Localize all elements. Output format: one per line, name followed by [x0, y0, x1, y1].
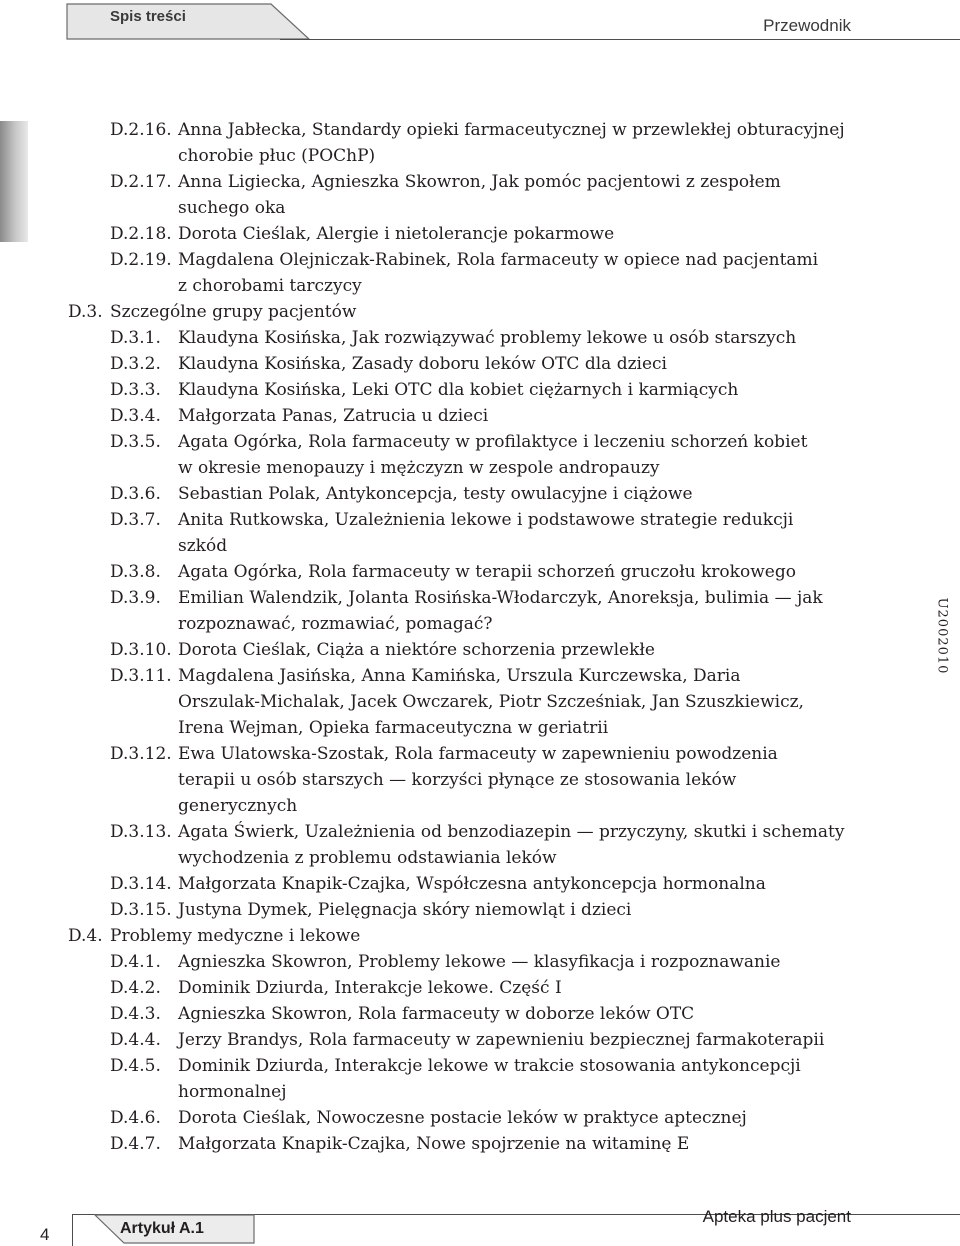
article-tab-label: Artykuł A.1 — [120, 1220, 204, 1237]
toc-line — [0, 221, 900, 247]
toc-line — [0, 845, 900, 871]
toc-entry-title: generycznych — [178, 796, 298, 816]
toc-entry — [0, 299, 900, 325]
toc-line — [0, 507, 900, 533]
toc-entry-title: Anna Ligiecka, Agnieszka Skowron, Jak pomóc pacjentowi z zespołem — [178, 172, 781, 192]
toc-line — [0, 117, 900, 143]
toc-entry-number: D.3.12. — [110, 744, 172, 764]
toc-entry-number: D.4.4. — [110, 1030, 161, 1050]
toc-line — [0, 559, 900, 585]
toc-entry-title: Szczególne grupy pacjentów — [110, 302, 357, 322]
toc-entry-number: D.2.16. — [110, 120, 172, 140]
toc-entry-title: Agata Ogórka, Rola farmaceuty w profilaktyce i leczeniu schorzeń kobiet — [178, 432, 808, 452]
toc-line — [0, 637, 900, 663]
page-number: 4 — [40, 1225, 50, 1244]
toc-entry — [0, 637, 900, 663]
toc-entry-number: D.3.2. — [110, 354, 161, 374]
toc-line — [0, 949, 900, 975]
toc-entry-title: Emilian Walendzik, Jolanta Rosińska-Włodarczyk, Anoreksja, bulimia — jak — [178, 588, 823, 608]
toc-entry — [0, 481, 900, 507]
toc-entry-number: D.4.5. — [110, 1056, 161, 1076]
header-section-title: Przewodnik — [763, 16, 851, 35]
toc-entry — [0, 923, 900, 949]
toc-entry-number: D.3.10. — [110, 640, 172, 660]
section-tab — [66, 3, 316, 40]
toc-entry — [0, 559, 900, 585]
toc-entry-title: Klaudyna Kosińska, Jak rozwiązywać problemy lekowe u osób starszych — [178, 328, 797, 348]
toc-entry-title: Dominik Dziurda, Interakcje lekowe w trakcie stosowania antykoncepcji — [178, 1056, 801, 1076]
toc-line — [0, 377, 900, 403]
toc-entry-number: D.2.19. — [110, 250, 172, 270]
toc-entry — [0, 1027, 900, 1053]
toc-entry-number: D.3.8. — [110, 562, 161, 582]
article-tab — [94, 1214, 256, 1244]
toc-entry-title: Agata Ogórka, Rola farmaceuty w terapii schorzeń gruczołu krokowego — [178, 562, 796, 582]
toc-entry — [0, 117, 900, 169]
toc-entry — [0, 377, 900, 403]
toc-entry — [0, 247, 900, 299]
toc-entry-title: w okresie menopauzy i mężczyzn w zespole andropauzy — [178, 458, 660, 478]
toc-entry-number: D.4. — [68, 926, 103, 946]
toc-line — [0, 351, 900, 377]
toc-entry-number: D.4.2. — [110, 978, 161, 998]
toc-entry — [0, 1053, 900, 1105]
toc-entry-number: D.4.3. — [110, 1004, 161, 1024]
toc-line — [0, 871, 900, 897]
toc-entry-title: Anita Rutkowska, Uzależnienia lekowe i podstawowe strategie redukcji — [178, 510, 794, 530]
toc-line — [0, 663, 900, 689]
toc-entry-title: Justyna Dymek, Pielęgnacja skóry niemowląt i dzieci — [178, 900, 632, 920]
toc-entry-title: Klaudyna Kosińska, Zasady doboru leków OTC dla dzieci — [178, 354, 667, 374]
toc-line — [0, 247, 900, 273]
toc-entry-title: z chorobami tarczycy — [178, 276, 362, 296]
toc-line — [0, 1105, 900, 1131]
toc-entry — [0, 221, 900, 247]
toc-entry-number: D.3.13. — [110, 822, 172, 842]
toc-line — [0, 1079, 900, 1105]
toc-line — [0, 273, 900, 299]
toc-line — [0, 611, 900, 637]
toc-line — [0, 429, 900, 455]
toc-entry-number: D.3.6. — [110, 484, 161, 504]
toc-entry-title: Problemy medyczne i lekowe — [110, 926, 361, 946]
header-rule — [280, 39, 960, 40]
footer-publication-title: Apteka plus pacjent — [702, 1207, 851, 1226]
toc-line — [0, 767, 900, 793]
toc-entry — [0, 169, 900, 221]
toc-entry-title: Dominik Dziurda, Interakcje lekowe. Część I — [178, 978, 562, 998]
toc-entry-title: szkód — [178, 536, 228, 556]
toc-entry-number: D.2.17. — [110, 172, 172, 192]
toc-line — [0, 793, 900, 819]
toc-entry — [0, 663, 900, 741]
toc-entry-number: D.3.4. — [110, 406, 161, 426]
toc-line — [0, 143, 900, 169]
toc-entry-title: rozpoznawać, rozmawiać, pomagać? — [178, 614, 493, 634]
toc-entry — [0, 1105, 900, 1131]
toc-entry-title: Agata Świerk, Uzależnienia od benzodiazepin — przyczyny, skutki i schematy — [178, 822, 845, 842]
toc-entry-title: terapii u osób starszych — korzyści płynące ze stosowania leków — [178, 770, 737, 790]
toc-entry-title: Jerzy Brandys, Rola farmaceuty w zapewnieniu bezpiecznej farmakoterapii — [178, 1030, 825, 1050]
toc-entry-title: Dorota Cieślak, Nowoczesne postacie leków w praktyce aptecznej — [178, 1108, 747, 1128]
toc-entry-number: D.3.5. — [110, 432, 161, 452]
toc-entry — [0, 429, 900, 481]
toc-entry-number: D.3.9. — [110, 588, 161, 608]
toc-line — [0, 975, 900, 1001]
toc-entry-number: D.2.18. — [110, 224, 172, 244]
toc-line — [0, 195, 900, 221]
toc-entry-title: Ewa Ulatowska-Szostak, Rola farmaceuty w zapewnieniu powodzenia — [178, 744, 778, 764]
toc-entry-title: Magdalena Olejniczak-Rabinek, Rola farmaceuty w opiece nad pacjentami — [178, 250, 819, 270]
toc-line — [0, 897, 900, 923]
toc-entry — [0, 351, 900, 377]
side-document-code: U2002010 — [934, 597, 950, 675]
toc-line — [0, 533, 900, 559]
toc-entry-title: suchego oka — [178, 198, 286, 218]
toc-entry-number: D.3.7. — [110, 510, 161, 530]
toc-entry-number: D.3.14. — [110, 874, 172, 894]
toc-entry-title: Małgorzata Panas, Zatrucia u dzieci — [178, 406, 489, 426]
toc-line — [0, 923, 900, 949]
toc-entry — [0, 325, 900, 351]
toc-line — [0, 1027, 900, 1053]
toc-entry-title: Agnieszka Skowron, Rola farmaceuty w doborze leków OTC — [178, 1004, 695, 1024]
toc-line — [0, 1001, 900, 1027]
toc-entry — [0, 949, 900, 975]
toc-entry — [0, 403, 900, 429]
toc-entry — [0, 1001, 900, 1027]
toc-entry-number: D.3.15. — [110, 900, 172, 920]
toc-line — [0, 1053, 900, 1079]
toc-entry — [0, 871, 900, 897]
toc-line — [0, 689, 900, 715]
toc-entry-title: Irena Wejman, Opieka farmaceutyczna w geriatrii — [178, 718, 609, 738]
toc-entry-title: Sebastian Polak, Antykoncepcja, testy owulacyjne i ciążowe — [178, 484, 693, 504]
toc-line — [0, 741, 900, 767]
toc-entry-title: Magdalena Jasińska, Anna Kamińska, Urszula Kurczewska, Daria — [178, 666, 741, 686]
toc-entry-number: D.3.1. — [110, 328, 161, 348]
toc-entry-number: D.4.1. — [110, 952, 161, 972]
toc-entry-number: D.3.11. — [110, 666, 172, 686]
toc-entry-title: Anna Jabłecka, Standardy opieki farmaceutycznej w przewlekłej obturacyjnej — [178, 120, 845, 140]
toc-line — [0, 299, 900, 325]
toc-entry-number: D.3.3. — [110, 380, 161, 400]
toc-entry-title: Klaudyna Kosińska, Leki OTC dla kobiet ciężarnych i karmiących — [178, 380, 739, 400]
toc-entry — [0, 819, 900, 871]
toc-entry-number: D.3. — [68, 302, 103, 322]
toc-line — [0, 1131, 900, 1157]
toc-line — [0, 455, 900, 481]
toc-entry — [0, 1131, 900, 1157]
toc-line — [0, 481, 900, 507]
toc-entry-title: hormonalnej — [178, 1082, 287, 1102]
toc-entry-title: wychodzenia z problemu odstawiania leków — [178, 848, 557, 868]
toc-entry-title: Dorota Cieślak, Alergie i nietolerancje pokarmowe — [178, 224, 615, 244]
toc-entry-title: Małgorzata Knapik-Czajka, Współczesna antykoncepcja hormonalna — [178, 874, 766, 894]
toc-line — [0, 715, 900, 741]
toc-entry — [0, 897, 900, 923]
toc-entry — [0, 585, 900, 637]
toc-entry-title: Agnieszka Skowron, Problemy lekowe — klasyfikacja i rozpoznawanie — [178, 952, 781, 972]
toc-entry — [0, 741, 900, 819]
section-tab-label: Spis treści — [110, 8, 186, 25]
toc-line — [0, 585, 900, 611]
table-of-contents — [0, 117, 900, 1157]
toc-entry-title: chorobie płuc (POChP) — [178, 146, 376, 166]
toc-entry — [0, 507, 900, 559]
toc-entry-title: Małgorzata Knapik-Czajka, Nowe spojrzenie na witaminę E — [178, 1134, 690, 1154]
toc-line — [0, 169, 900, 195]
footer-divider — [72, 1214, 73, 1246]
toc-line — [0, 819, 900, 845]
toc-line — [0, 325, 900, 351]
toc-line — [0, 403, 900, 429]
toc-entry — [0, 975, 900, 1001]
toc-entry-number: D.4.6. — [110, 1108, 161, 1128]
toc-entry-number: D.4.7. — [110, 1134, 161, 1154]
toc-entry-title: Dorota Cieślak, Ciąża a niektóre schorzenia przewlekłe — [178, 640, 655, 660]
toc-entry-title: Orszulak-Michalak, Jacek Owczarek, Piotr Szcześniak, Jan Szuszkiewicz, — [178, 692, 804, 712]
section-tab-shape — [66, 3, 316, 40]
